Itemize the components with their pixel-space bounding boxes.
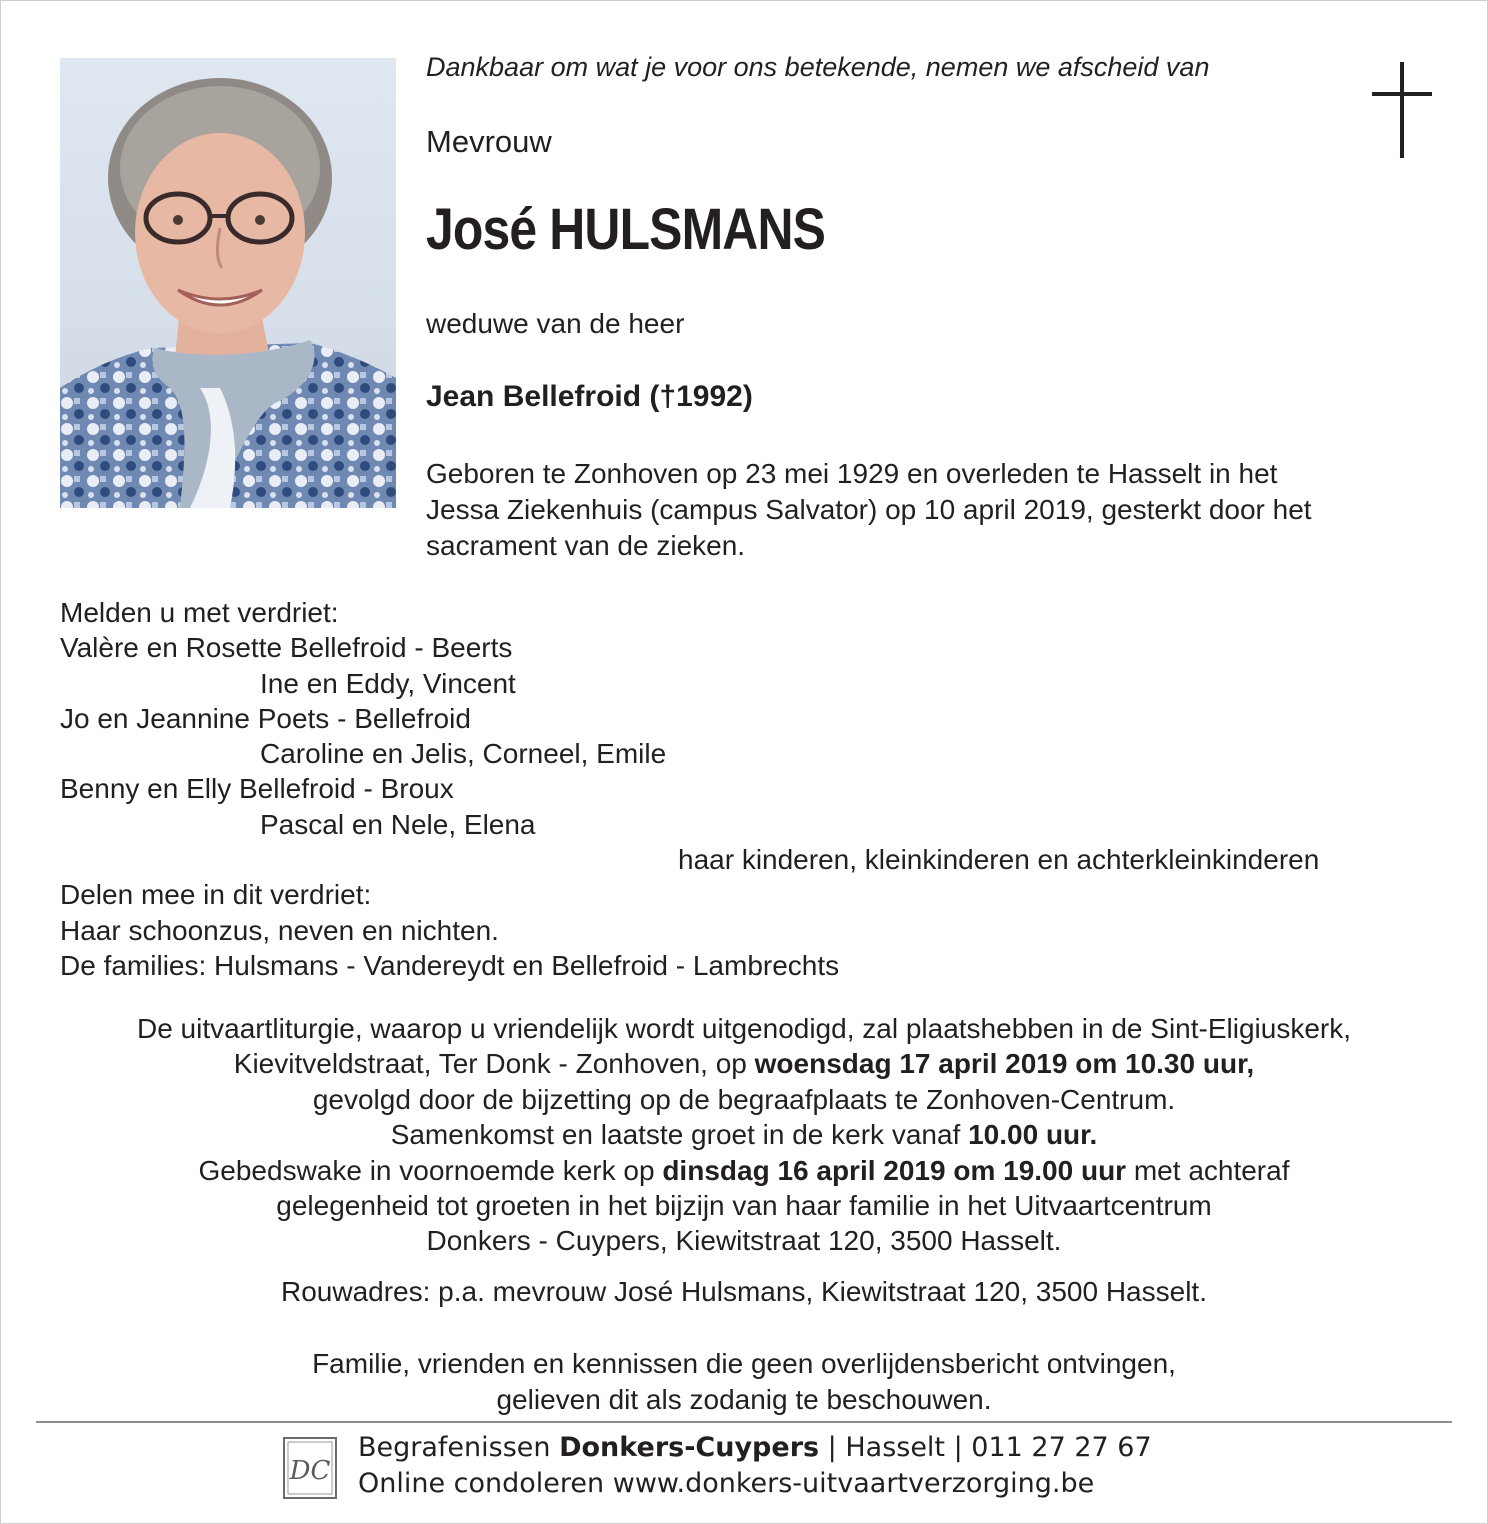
mourner-line: Benny en Elly Bellefroid - Broux: [60, 773, 454, 805]
ceremony-line: gevolgd door de bijzetting op de begraafplaats te Zonhoven-Centrum.: [312, 1083, 1176, 1115]
portrait-photo: [60, 58, 396, 508]
spouse-name: Jean Bellefroid (†1992): [426, 380, 753, 413]
share-line: Haar schoonzus, neven en nichten.: [60, 914, 499, 946]
mourners-intro: Melden u met verdriet:: [60, 597, 339, 628]
ceremony-line: Samenkomst en laatste groet in de kerk vanaf 10.00 uur.: [390, 1119, 1098, 1151]
footer-divider: [36, 1421, 1452, 1423]
footer-website[interactable]: Online condoleren www.donkers-uitvaartverzorging.be: [358, 1468, 1095, 1499]
portrait-illustration: [60, 58, 396, 508]
funeral-home-name: Donkers-Cuypers: [559, 1432, 820, 1463]
share-intro: Delen mee in dit verdriet:: [60, 879, 372, 911]
ceremony-line: De uitvaartliturgie, waarop u vriendelijk wordt uitgenodigd, zal plaatshebben in de Sint-Eligiuskerk,: [136, 1013, 1351, 1044]
mourning-address: Rouwadres: p.a. mevrouw José Hulsmans, Kiewitstraat 120, 3500 Hasselt.: [281, 1276, 1207, 1307]
footer: [358, 1430, 1152, 1502]
deceased-name: José HULSMANS: [426, 197, 826, 262]
mourners-list: [60, 595, 1440, 983]
ceremony-details: [40, 1011, 1448, 1259]
mourner-line: Caroline en Jelis, Corneel, Emile: [260, 738, 667, 770]
bio-line: Jessa Ziekenhuis (campus Salvator) op 10 april 2019, gesterkt door het: [426, 494, 1312, 525]
mourner-line: Valère en Rosette Bellefroid - Beerts: [60, 632, 513, 664]
cross-icon: [1372, 62, 1432, 158]
funeral-date: woensdag 17 april 2019 om 10.30 uur,: [754, 1048, 1255, 1080]
svg-text:DC: DC: [289, 1456, 331, 1486]
notice-line: Familie, vrienden en kennissen die geen overlijdensbericht ontvingen,: [312, 1348, 1176, 1379]
mourner-line: Jo en Jeannine Poets - Bellefroid: [60, 702, 471, 734]
bio-line: Geboren te Zonhoven op 23 mei 1929 en overleden te Hasselt in het: [426, 458, 1278, 489]
gathering-time: 10.00 uur.: [968, 1119, 1098, 1151]
biography: [426, 456, 1436, 564]
mourner-line: Ine en Eddy, Vincent: [260, 667, 516, 699]
salutation: Mevrouw: [426, 124, 552, 159]
ceremony-line: Donkers - Cuypers, Kiewitstraat 120, 3500 Hasselt.: [426, 1225, 1062, 1257]
widow-of-text: weduwe van de heer: [426, 308, 685, 339]
share-line: De families: Hulsmans - Vandereydt en Bellefroid - Lambrechts: [60, 949, 840, 981]
relation-line: haar kinderen, kleinkinderen en achterkleinkinderen: [678, 844, 1320, 876]
ceremony-line: Gebedswake in voornoemde kerk op dinsdag 16 april 2019 om 19.00 uur met achteraf: [198, 1154, 1290, 1186]
mourner-line: Pascal en Nele, Elena: [260, 808, 536, 840]
notice-line: gelieven dit als zodanig te beschouwen.: [496, 1384, 992, 1415]
ceremony-line: Kievitveldstraat, Ter Donk - Zonhoven, op woensdag 17 april 2019 om 10.30 uur,: [233, 1048, 1255, 1080]
intro-text: Dankbaar om wat je voor ons betekende, nemen we afscheid van: [426, 52, 1210, 82]
footer-line: Begrafenissen Donkers-Cuypers | Hasselt | 011 27 27 67: [358, 1432, 1152, 1463]
vigil-date: dinsdag 16 april 2019 om 19.00 uur: [662, 1154, 1127, 1186]
ceremony-line: gelegenheid tot groeten in het bijzijn van haar familie in het Uitvaartcentrum: [276, 1190, 1212, 1222]
bio-line: sacrament van de zieken.: [426, 530, 746, 561]
notice-text: [40, 1346, 1448, 1418]
funeral-home-logo: [283, 1437, 337, 1499]
